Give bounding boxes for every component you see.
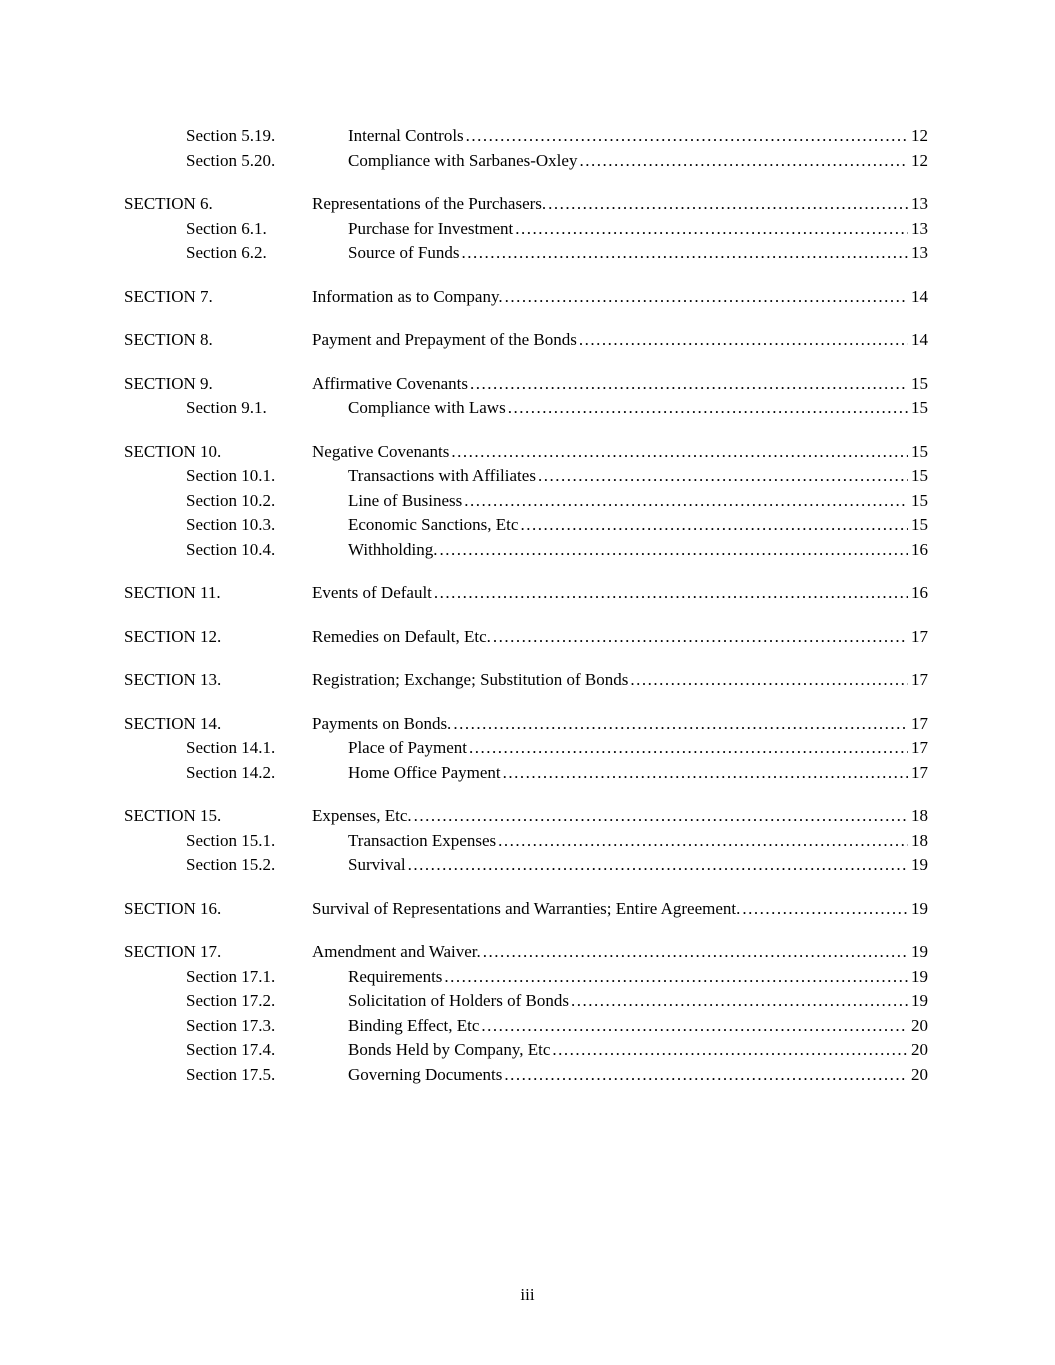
toc-entry xyxy=(124,581,928,606)
toc-entry-title: Line of Business xyxy=(348,490,463,510)
toc-entry-label: Section 6.1. xyxy=(186,218,267,238)
toc-entry-page: 13 xyxy=(911,218,928,238)
toc-dot-leader xyxy=(498,829,908,854)
toc-entry-page: 15 xyxy=(911,490,928,510)
toc-entry-page: 15 xyxy=(911,398,928,417)
toc-entry-page: 19 xyxy=(911,942,928,961)
toc-entry-title: Negative Covenants xyxy=(312,441,450,461)
toc-entry-title: Internal Controls xyxy=(348,126,464,145)
toc-entry-title: Home Office Payment xyxy=(348,762,501,782)
toc-entry-label: Section 10.3. xyxy=(186,515,276,534)
toc-entry-page: 18 xyxy=(911,806,928,825)
toc-entry-title: Bonds Held by Company, Etc xyxy=(348,1040,551,1059)
toc-entry xyxy=(124,1038,928,1063)
toc-entry-label: Section 17.5. xyxy=(186,1064,276,1084)
toc-dot-leader xyxy=(579,149,908,174)
toc-dot-leader xyxy=(742,897,908,922)
toc-dot-leader xyxy=(470,372,908,397)
toc-dot-leader xyxy=(515,217,908,242)
toc-entry-title: Amendment and Waiver. xyxy=(312,942,481,961)
toc-entry-label: SECTION 13. xyxy=(124,670,222,689)
toc-entry-label: SECTION 15. xyxy=(124,806,222,825)
toc-entry xyxy=(124,761,928,786)
toc-dot-leader xyxy=(520,513,908,538)
toc-entry-page: 19 xyxy=(911,966,928,986)
toc-entry xyxy=(124,124,928,149)
toc-entry-label: Section 15.2. xyxy=(186,855,276,874)
toc-entry-label: SECTION 7. xyxy=(124,286,213,306)
toc-entry-title: Compliance with Laws xyxy=(348,398,506,417)
toc-dot-leader xyxy=(440,538,908,563)
toc-entry-page: 15 xyxy=(911,441,928,461)
toc-entry-label: Section 17.2. xyxy=(186,991,276,1010)
toc-dot-leader xyxy=(444,965,908,990)
toc-entry xyxy=(124,192,928,217)
toc-dot-leader xyxy=(508,396,908,421)
toc-entry xyxy=(124,804,928,829)
toc-entry-page: 15 xyxy=(911,515,928,534)
toc-entry xyxy=(124,712,928,737)
toc-entry xyxy=(124,396,928,421)
toc-entry-page: 20 xyxy=(911,1064,928,1084)
toc-dot-leader xyxy=(552,1038,908,1063)
toc-entry xyxy=(124,241,928,266)
toc-entry-title: Expenses, Etc. xyxy=(312,806,412,825)
toc-entry xyxy=(124,940,928,965)
toc-entry-label: Section 10.2. xyxy=(186,490,276,510)
toc-entry-page: 12 xyxy=(911,126,928,145)
toc-entry-title: Survival xyxy=(348,855,406,874)
toc-entry-label: Section 10.4. xyxy=(186,539,276,559)
toc-entry-page: 14 xyxy=(911,286,928,306)
toc-dot-leader xyxy=(493,625,908,650)
toc-entry xyxy=(124,897,928,922)
toc-entry-label: SECTION 6. xyxy=(124,194,213,213)
toc-entry-label: Section 15.1. xyxy=(186,830,276,850)
toc-entry-title: Governing Documents xyxy=(348,1064,503,1084)
toc-entry xyxy=(124,853,928,878)
toc-entry-title: Affirmative Covenants xyxy=(312,373,468,393)
toc-dot-leader xyxy=(504,1063,908,1088)
toc-entry-label: SECTION 11. xyxy=(124,583,221,602)
toc-entry xyxy=(124,489,928,514)
toc-entry-label: Section 5.20. xyxy=(186,150,276,170)
toc-entry-page: 16 xyxy=(911,539,928,559)
toc-entry-title: Representations of the Purchasers. xyxy=(312,194,547,213)
toc-entry-page: 16 xyxy=(911,583,928,602)
toc-entry-label: Section 17.1. xyxy=(186,966,276,986)
toc-entry-page: 20 xyxy=(911,1040,928,1059)
toc-dot-leader xyxy=(579,328,908,353)
toc-entry-title: Events of Default xyxy=(312,583,432,602)
toc-entry-page: 18 xyxy=(911,830,928,850)
toc-entry-page: 19 xyxy=(911,855,928,874)
toc-entry-title: Registration; Exchange; Substitution of Bonds xyxy=(312,670,629,689)
toc-entry-title: Place of Payment xyxy=(348,738,467,757)
toc-dot-leader xyxy=(434,581,908,606)
toc-entry xyxy=(124,217,928,242)
toc-entry-page: 15 xyxy=(911,466,928,485)
toc-entry-label: Section 14.2. xyxy=(186,762,276,782)
toc-entry-label: Section 9.1. xyxy=(186,398,267,417)
toc-dot-leader xyxy=(466,124,908,149)
toc-entry-label: SECTION 14. xyxy=(124,713,222,733)
toc-entry-title: Information as to Company. xyxy=(312,286,503,306)
toc-list xyxy=(124,124,928,1087)
toc-entry-page: 17 xyxy=(911,626,928,646)
toc-entry xyxy=(124,538,928,563)
toc-entry-title: Source of Funds xyxy=(348,243,460,262)
toc-entry-page: 17 xyxy=(911,738,928,757)
toc-entry-title: Payment and Prepayment of the Bonds xyxy=(312,330,577,349)
toc-entry-label: SECTION 10. xyxy=(124,441,222,461)
toc-entry-page: 17 xyxy=(911,670,928,689)
toc-dot-leader xyxy=(464,489,908,514)
toc-entry-page: 17 xyxy=(911,762,928,782)
toc-entry-label: SECTION 8. xyxy=(124,330,213,349)
toc-entry xyxy=(124,1014,928,1039)
toc-dot-leader xyxy=(408,853,908,878)
toc-entry-page: 15 xyxy=(911,373,928,393)
toc-entry-title: Requirements xyxy=(348,966,443,986)
toc-entry-label: Section 17.4. xyxy=(186,1040,276,1059)
toc-entry-page: 12 xyxy=(911,150,928,170)
toc-entry-title: Transactions with Affiliates xyxy=(348,466,536,485)
toc-entry-label: Section 5.19. xyxy=(186,126,276,145)
page-number-footer: iii xyxy=(520,1284,535,1304)
toc-entry-title: Remedies on Default, Etc. xyxy=(312,626,491,646)
toc-dot-leader xyxy=(481,1014,908,1039)
toc-entry-page: 20 xyxy=(911,1015,928,1035)
toc-entry-page: 17 xyxy=(911,713,928,733)
toc-dot-leader xyxy=(538,464,908,489)
toc-entry xyxy=(124,285,928,310)
toc-entry-title: Withholding. xyxy=(348,539,438,559)
toc-entry xyxy=(124,668,928,693)
toc-dot-leader xyxy=(461,241,908,266)
toc-entry xyxy=(124,965,928,990)
toc-entry-title: Solicitation of Holders of Bonds xyxy=(348,991,569,1010)
toc-entry-label: SECTION 16. xyxy=(124,898,222,918)
toc-entry-label: Section 14.1. xyxy=(186,738,276,757)
toc-entry-page: 19 xyxy=(911,991,928,1010)
toc-dot-leader xyxy=(483,940,908,965)
toc-entry-title: Binding Effect, Etc xyxy=(348,1015,480,1035)
toc-dot-leader xyxy=(414,804,908,829)
toc-entry xyxy=(124,464,928,489)
toc-entry-title: Transaction Expenses xyxy=(348,830,497,850)
toc-entry-page: 19 xyxy=(911,898,928,918)
toc-entry-title: Payments on Bonds. xyxy=(312,713,452,733)
toc-dot-leader xyxy=(453,712,908,737)
toc-entry-title: Survival of Representations and Warranties; Entire Agreement. xyxy=(312,898,741,918)
toc-entry-label: Section 17.3. xyxy=(186,1015,276,1035)
toc-entry-page: 14 xyxy=(911,330,928,349)
toc-dot-leader xyxy=(505,285,908,310)
toc-entry xyxy=(124,625,928,650)
toc-entry-label: Section 10.1. xyxy=(186,466,276,485)
toc-dot-leader xyxy=(469,736,908,761)
toc-entry-page: 13 xyxy=(911,194,928,213)
toc-entry-label: SECTION 12. xyxy=(124,626,222,646)
toc-dot-leader xyxy=(571,989,908,1014)
toc-entry xyxy=(124,736,928,761)
toc-entry xyxy=(124,989,928,1014)
toc-entry-title: Economic Sanctions, Etc xyxy=(348,515,519,534)
toc-entry xyxy=(124,1063,928,1088)
toc-entry xyxy=(124,372,928,397)
toc-entry-title: Compliance with Sarbanes-Oxley xyxy=(348,150,578,170)
toc-dot-leader xyxy=(451,440,908,465)
toc-dot-leader xyxy=(630,668,908,693)
toc-entry xyxy=(124,829,928,854)
toc-entry-label: Section 6.2. xyxy=(186,243,267,262)
toc-entry-label: SECTION 17. xyxy=(124,942,222,961)
toc-entry xyxy=(124,440,928,465)
toc-entry xyxy=(124,328,928,353)
toc-dot-leader xyxy=(548,192,908,217)
toc-entry xyxy=(124,149,928,174)
toc-entry xyxy=(124,513,928,538)
toc-entry-label: SECTION 9. xyxy=(124,373,213,393)
toc-dot-leader xyxy=(503,761,908,786)
toc-entry-page: 13 xyxy=(911,243,928,262)
toc-entry-title: Purchase for Investment xyxy=(348,218,514,238)
